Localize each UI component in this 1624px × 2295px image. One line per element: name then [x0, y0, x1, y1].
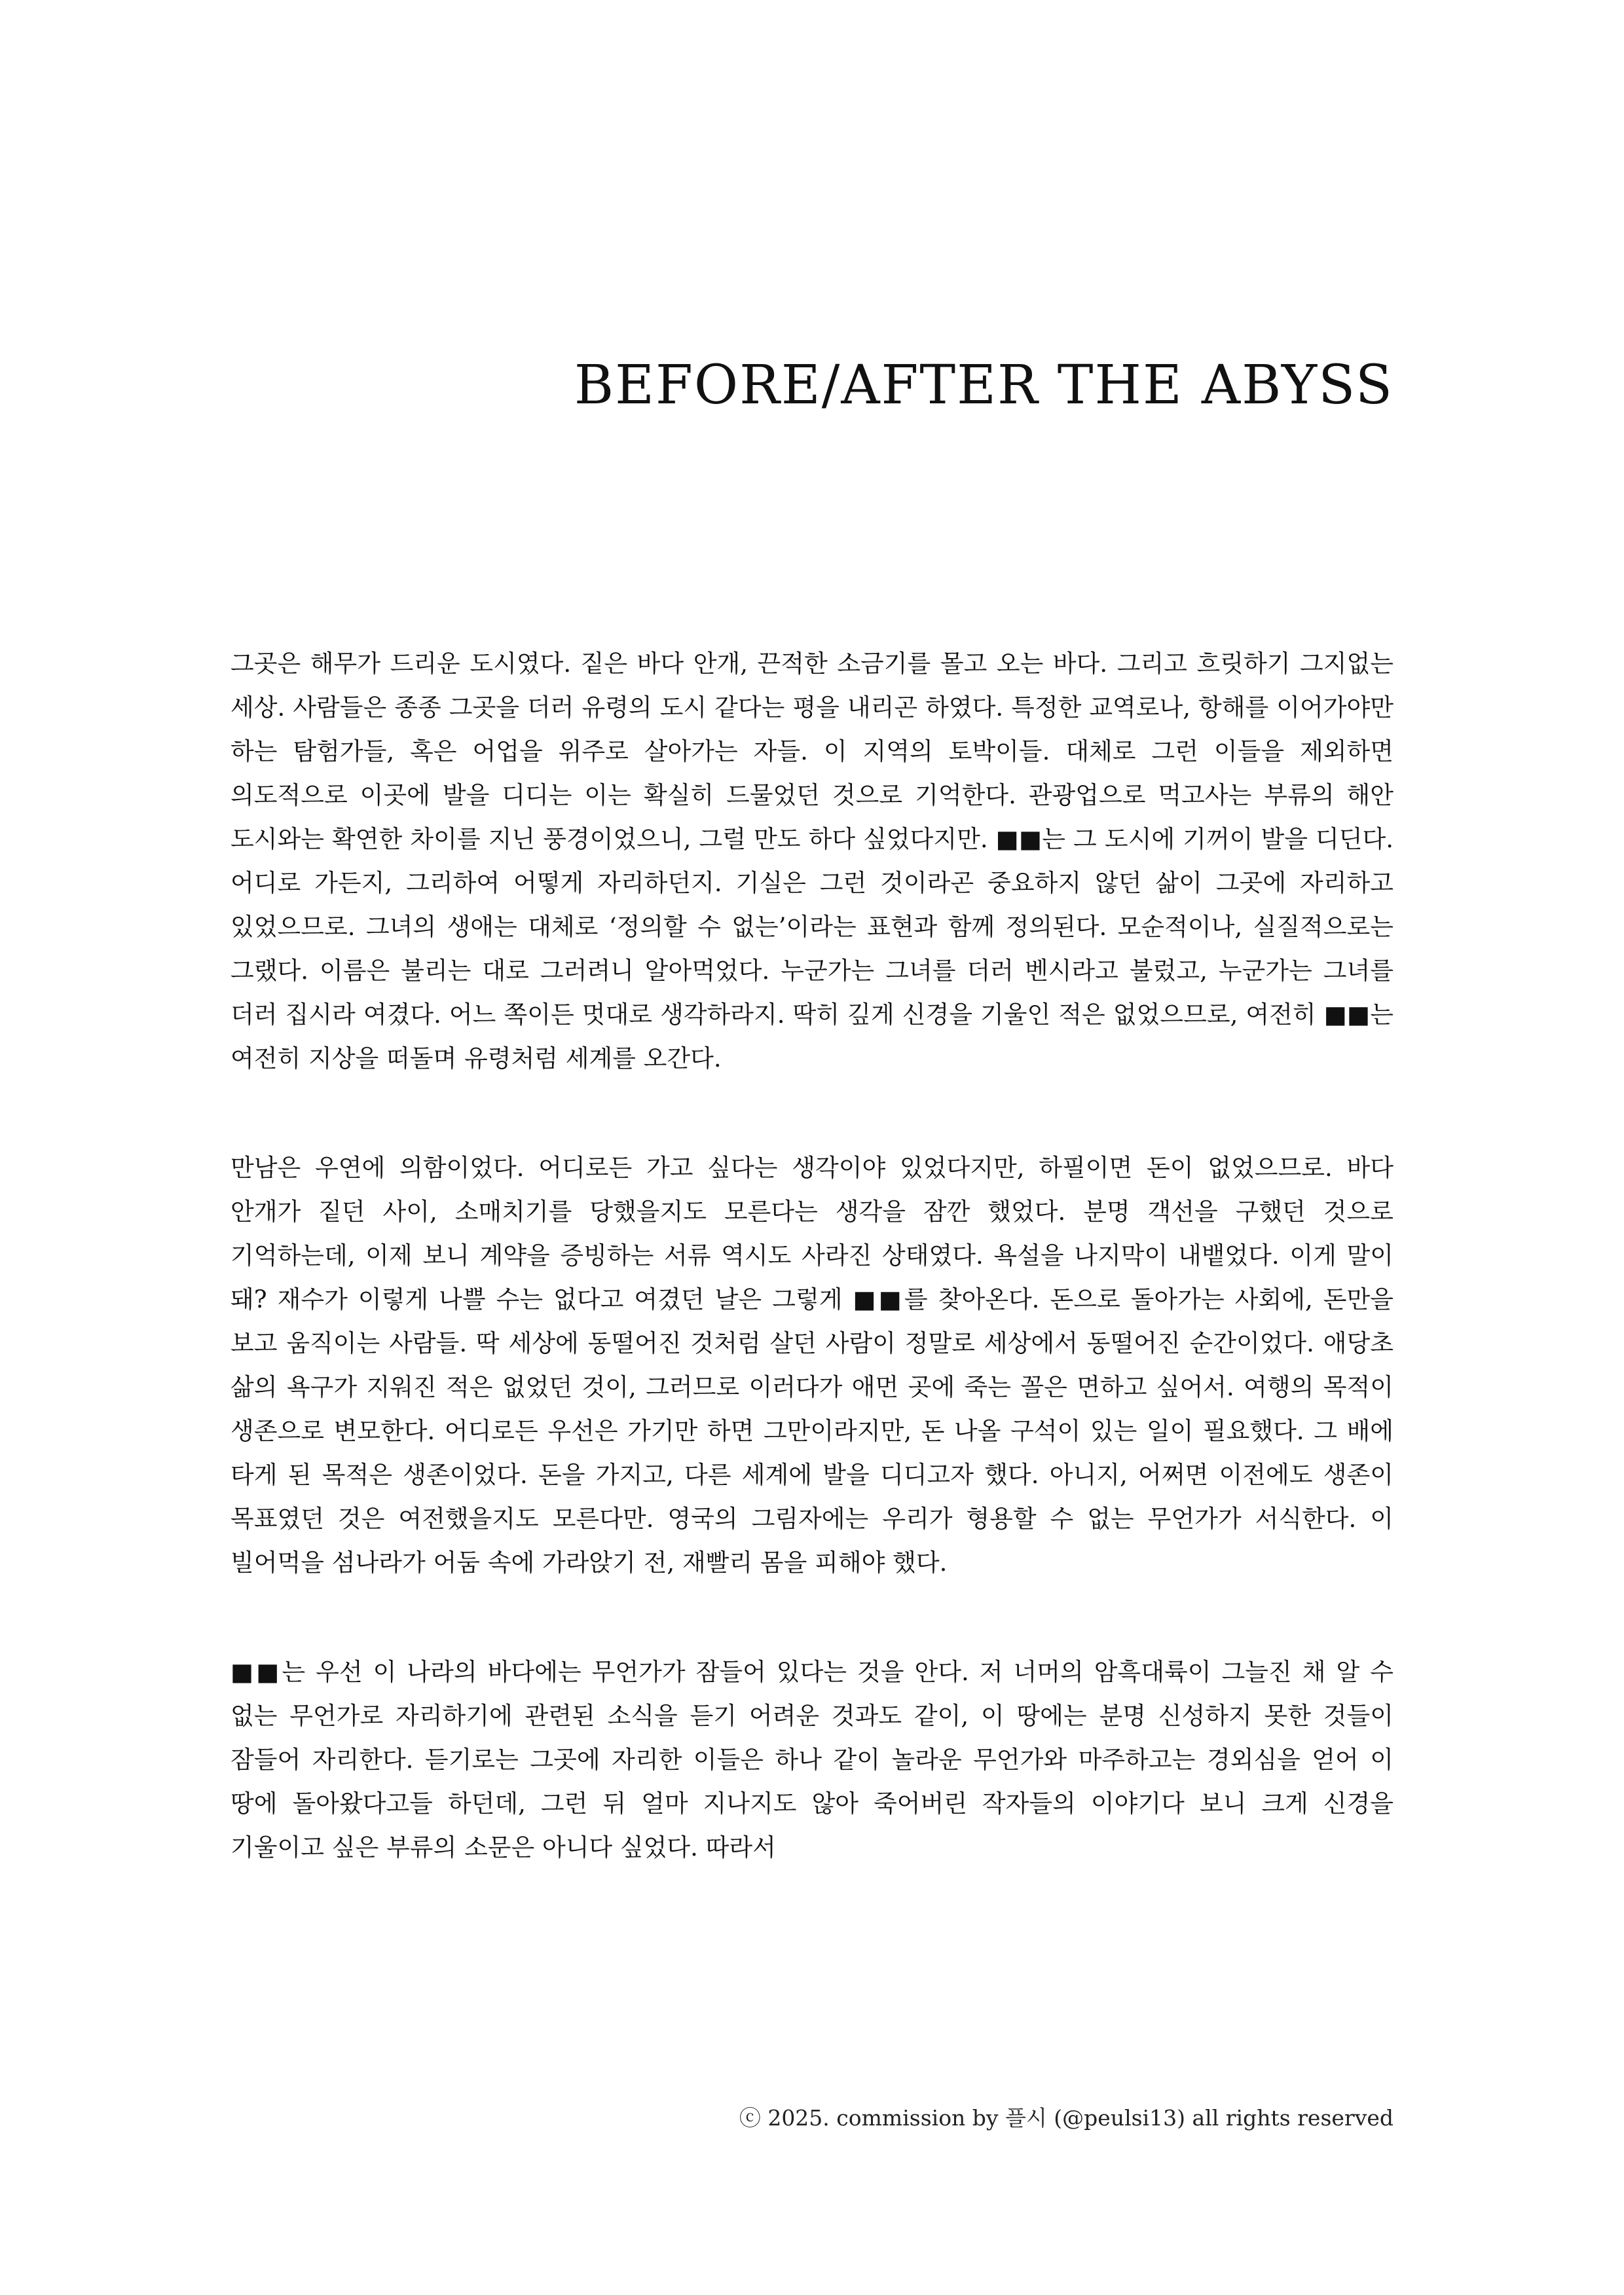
page-title: BEFORE/AFTER THE ABYSS [574, 354, 1393, 416]
paragraph-3: ■■는 우선 이 나라의 바다에는 무언가가 잠들어 있다는 것을 안다. 저 너머의 암흑대륙이 그늘진 채 알 수 없는 무언가로 자리하기에 관련된 소식을 듣기 어려운 것과도 같이, 이 땅에는 분명 신성하지 못한 것들이 잠들어 자리한다. 듣기로는 그곳에 자리한 이들은 하나 같이 놀라운 무언가와 마주하고는 경외심을 얻어 이 땅에 돌아왔다고들 하던데, 그런 뒤 얼마 지나지도 않아 죽어버린 작자들의 이야기다 보니 크게 신경을 기울이고 싶은 부류의 소문은 아니다 싶었다. 따라서 [231, 1658, 1393, 1862]
story-body [231, 642, 1393, 1935]
copyright-footer: ⓒ 2025. commission by 플시 (@peulsi13) all rights reserved [739, 2105, 1393, 2131]
paragraph-2: 만남은 우연에 의함이었다. 어디로든 가고 싶다는 생각이야 있었다지만, 하필이면 돈이 없었으므로. 바다 안개가 짙던 사이, 소매치기를 당했을지도 모른다는 생각을 잠깐 했었다. 분명 객선을 구했던 것으로 기억하는데, 이제 보니 계약을 증빙하는 서류 역시도 사라진 상태였다. 욕설을 나지막이 내뱉었다. 이게 말이 돼? 재수가 이렇게 나쁠 수는 없다고 여겼던 날은 그렇게 ■■를 찾아온다. 돈으로 돌아가는 사회에, 돈만을 보고 움직이는 사람들. 딱 세상에 동떨어진 것처럼 살던 사람이 정말로 세상에서 동떨어진 순간이었다. 애당초 삶의 욕구가 지워진 적은 없었던 것이, 그러므로 이러다가 애먼 곳에 죽는 꼴은 면하고 싶어서. 여행의 목적이 생존으로 변모한다. 어디로든 우선은 가기만 하면 그만이라지만, 돈 나올 구석이 있는 일이 필요했다. 그 배에 타게 된 목적은 생존이었다. 돈을 가지고, 다른 세계에 발을 디디고자 했다. 아니지, 어쩌면 이전에도 생존이 목표였던 것은 여전했을지도 모른다만. 영국의 그림자에는 우리가 형용할 수 없는 무언가가 서식한다. 이 빌어먹을 섬나라가 어둠 속에 가라앉기 전, 재빨리 몸을 피해야 했다. [231, 1154, 1393, 1577]
paragraph-1: 그곳은 해무가 드리운 도시였다. 짙은 바다 안개, 끈적한 소금기를 몰고 오는 바다. 그리고 흐릿하기 그지없는 세상. 사람들은 종종 그곳을 더러 유령의 도시 같다는 평을 내리곤 하였다. 특정한 교역로나, 항해를 이어가야만 하는 탐험가들, 혹은 어업을 위주로 살아가는 자들. 이 지역의 토박이들. 대체로 그런 이들을 제외하면 의도적으로 이곳에 발을 디디는 이는 확실히 드물었던 것으로 기억한다. 관광업으로 먹고사는 부류의 해안 도시와는 확연한 차이를 지닌 풍경이었으니, 그럴 만도 하다 싶었다지만. ■■는 그 도시에 기꺼이 발을 디딘다. 어디로 가든지, 그리하여 어떻게 자리하던지. 기실은 그런 것이라곤 중요하지 않던 삶이 그곳에 자리하고 있었으므로. 그녀의 생애는 대체로 ‘정의할 수 없는’이라는 표현과 함께 정의된다. 모순적이나, 실질적으로는 그랬다. 이름은 불리는 대로 그러려니 알아먹었다. 누군가는 그녀를 더러 벤시라고 불렀고, 누군가는 그녀를 더러 집시라 여겼다. 어느 쪽이든 멋대로 생각하라지. 딱히 깊게 신경을 기울인 적은 없었으므로, 여전히 ■■는 여전히 지상을 떠돌며 유령처럼 세계를 오간다. [231, 650, 1393, 1073]
